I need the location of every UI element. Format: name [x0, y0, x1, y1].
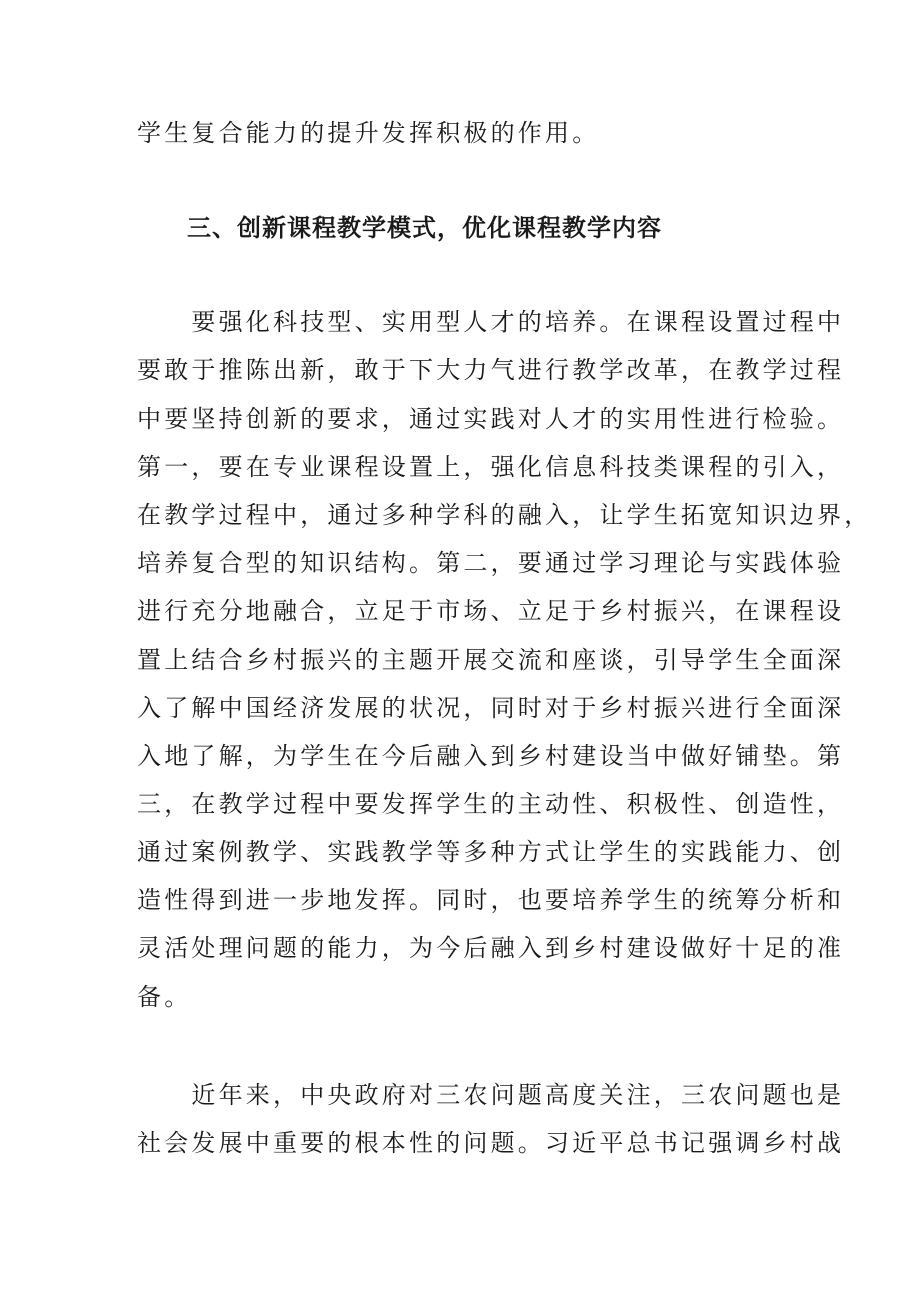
- body-text-line: 学生复合能力的提升发挥积极的作用。: [137, 119, 600, 147]
- paragraph-line: 进行充分地融合，立足于市场、立足于乡村振兴，在课程设: [137, 597, 845, 625]
- paragraph-line: 培养复合型的知识结构。第二，要通过学习理论与实践体验: [137, 549, 845, 577]
- paragraph-line: 灵活处理问题的能力，为今后融入到乡村建设做好十足的准: [137, 934, 845, 962]
- paragraph-line: 要强化科技型、实用型人才的培养。在课程设置过程中: [137, 308, 845, 336]
- paragraph-line: 要敢于推陈出新，敢于下大力气进行教学改革，在教学过程: [137, 356, 845, 384]
- paragraph-line: 中要坚持创新的要求，通过实践对人才的实用性进行检验。: [137, 405, 845, 433]
- section-heading: 三、创新课程教学模式，优化课程教学内容: [187, 214, 662, 242]
- paragraph-line: 三，在教学过程中要发挥学生的主动性、积极性、创造性，: [137, 790, 845, 818]
- paragraph-line: 入了解中国经济发展的状况，同时对于乡村振兴进行全面深: [137, 694, 845, 722]
- paragraph-line: 备。: [137, 983, 192, 1011]
- paragraph-line: 第一，要在专业课程设置上，强化信息科技类课程的引入，: [137, 453, 845, 481]
- paragraph-line: 入地了解，为学生在今后融入到乡村建设当中做好铺垫。第: [137, 742, 845, 770]
- paragraph-line: 造性得到进一步地发挥。同时，也要培养学生的统筹分析和: [137, 886, 845, 914]
- paragraph-line: 置上结合乡村振兴的主题开展交流和座谈，引导学生全面深: [137, 646, 845, 674]
- paragraph-line: 通过案例教学、实践教学等多种方式让学生的实践能力、创: [137, 838, 845, 866]
- paragraph-line: 在教学过程中，通过多种学科的融入，让学生拓宽知识边界，: [137, 501, 872, 529]
- paragraph-line: 近年来，中央政府对三农问题高度关注，三农问题也是: [137, 1081, 845, 1109]
- paragraph-line: 社会发展中重要的根本性的问题。习近平总书记强调乡村战: [137, 1129, 845, 1157]
